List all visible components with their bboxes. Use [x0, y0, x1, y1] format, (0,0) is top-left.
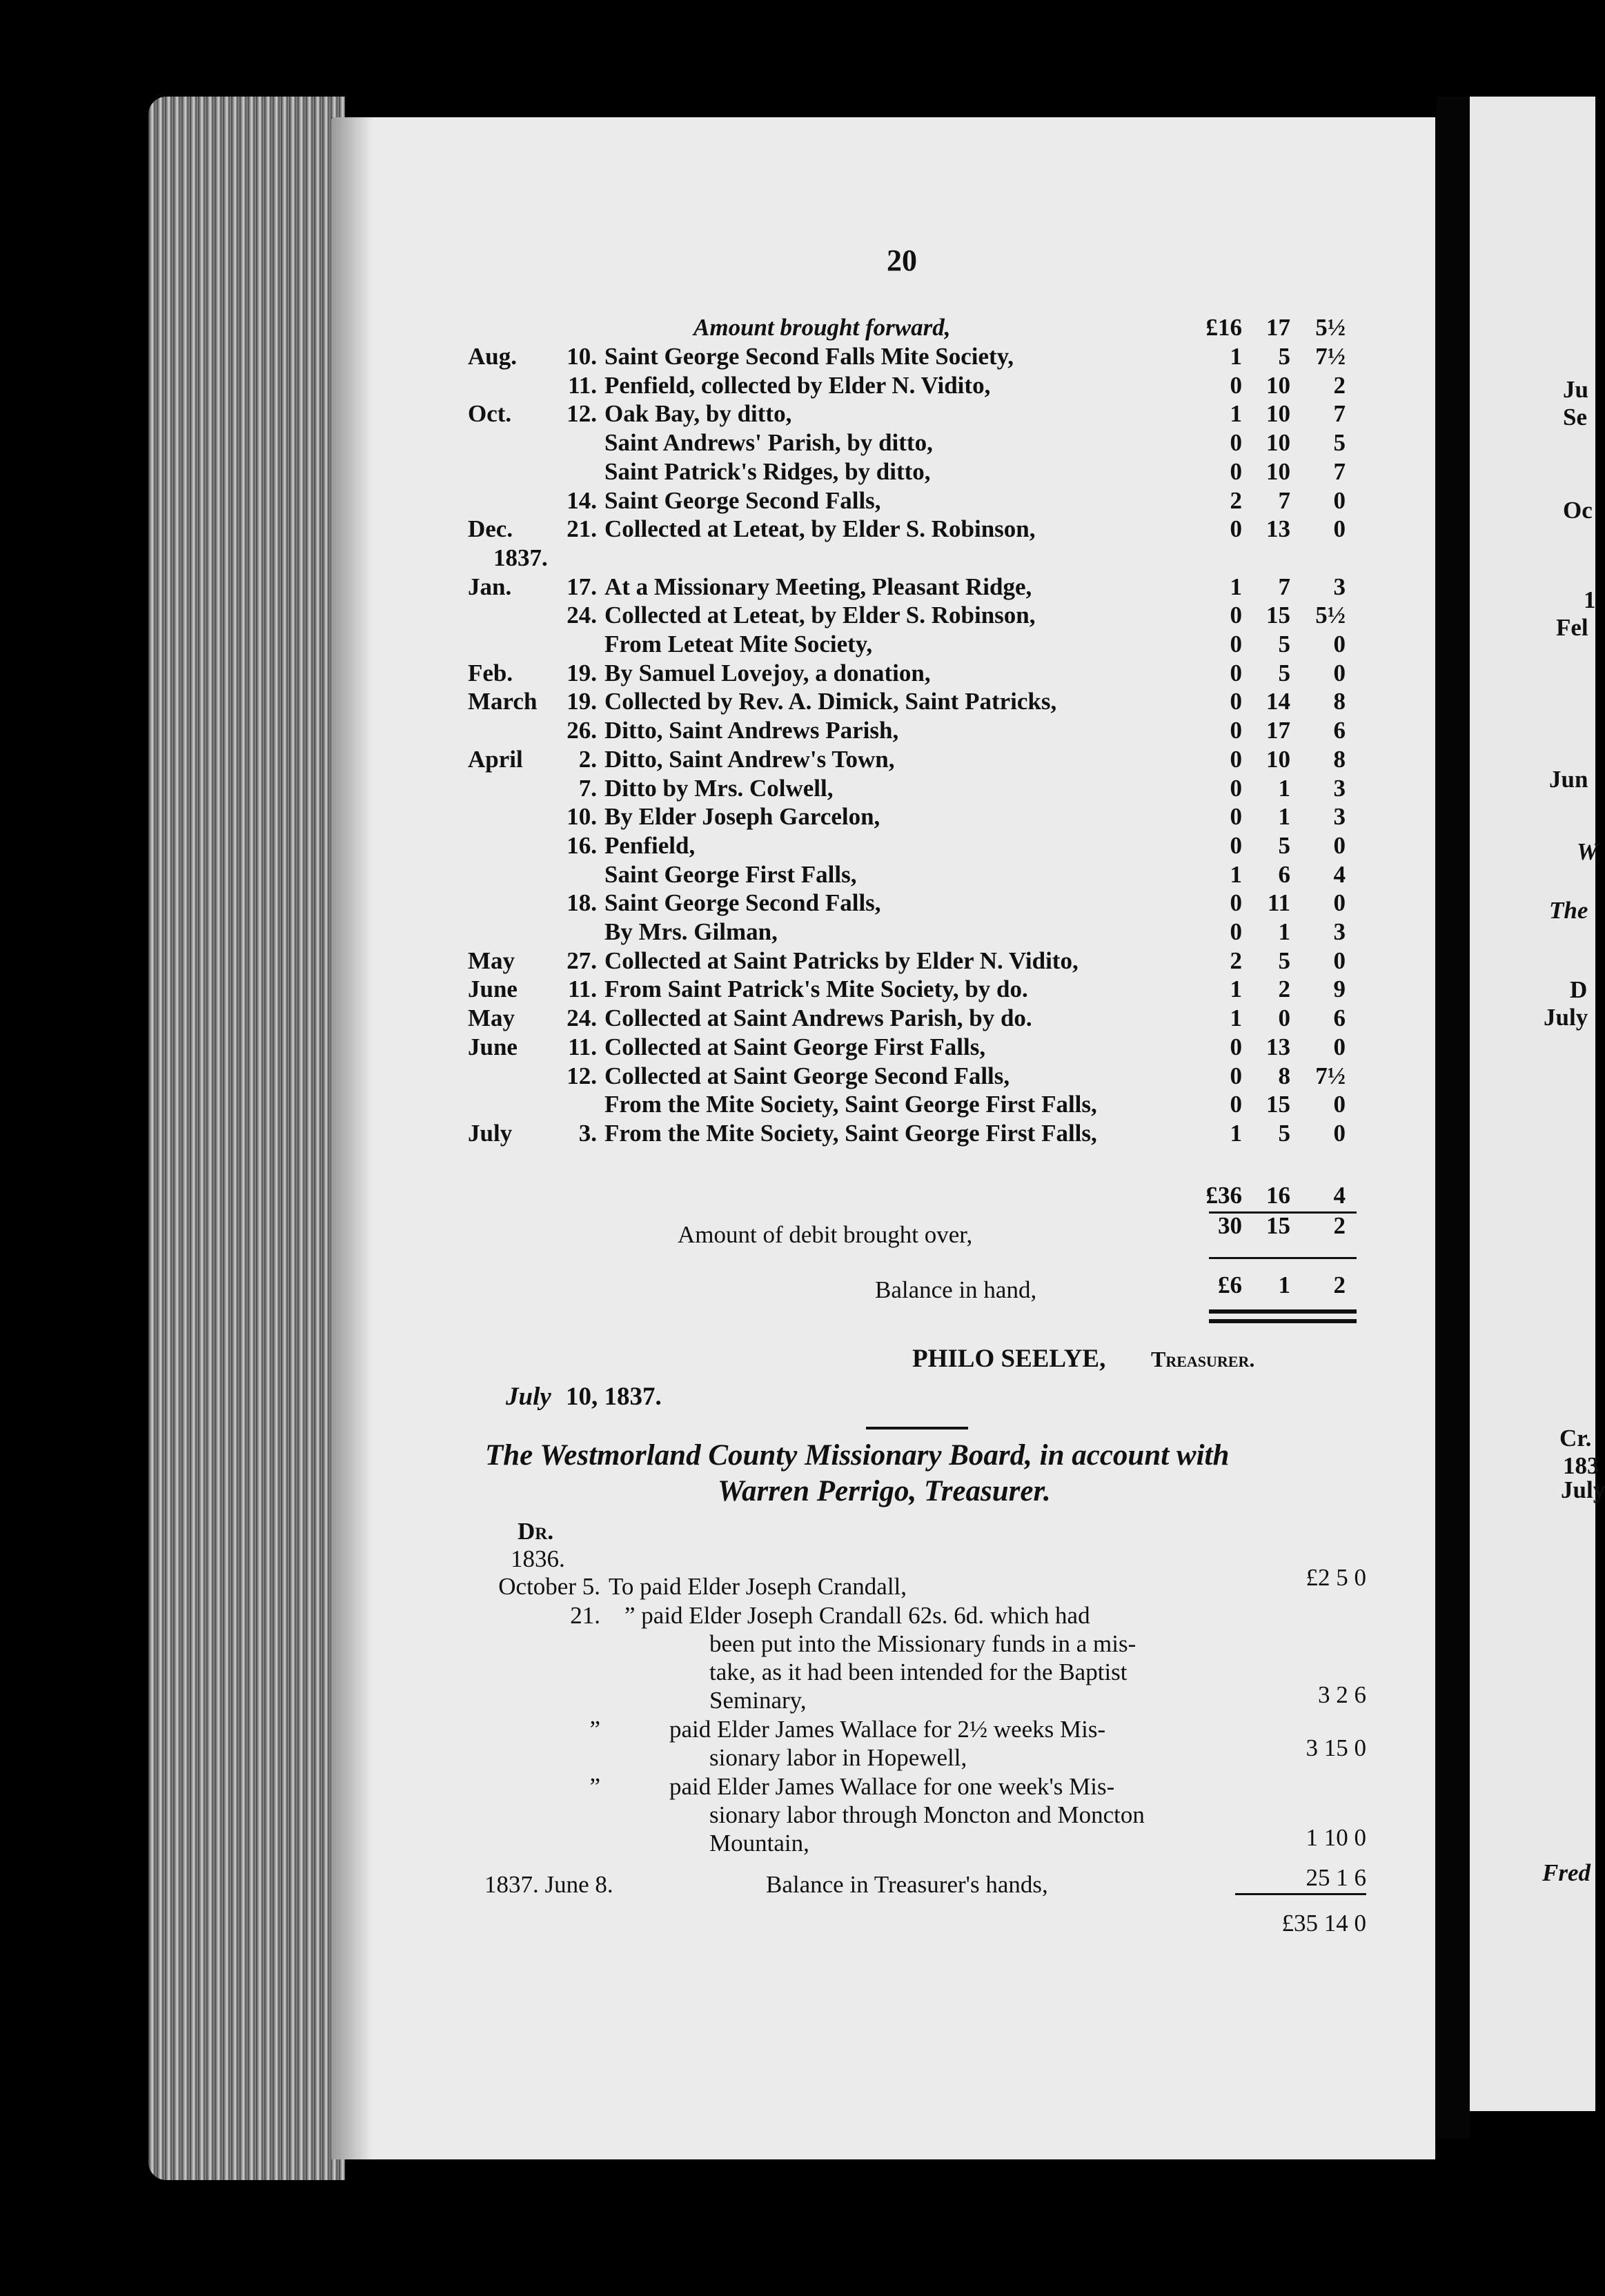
- balance-rule-double-1: [1209, 1309, 1357, 1314]
- row-pence: 3: [1333, 573, 1346, 600]
- row-pence: 7: [1333, 400, 1346, 427]
- brought-forward-shillings: 17: [1266, 314, 1290, 341]
- row-pence: 7½: [1315, 343, 1346, 370]
- row-pounds: 0: [1230, 918, 1242, 945]
- row-description: Collected at Saint George Second Falls,: [604, 1062, 1010, 1089]
- page-shadow: [331, 117, 373, 2159]
- row-description: Collected at Saint Andrews Parish, by do.: [604, 1004, 1032, 1031]
- dr-year: 1836.: [511, 1545, 565, 1572]
- row-shillings: 5: [1278, 947, 1290, 974]
- row-month: April: [468, 746, 523, 773]
- row-pence: 7: [1333, 458, 1346, 485]
- page-number: 20: [887, 244, 917, 277]
- dr-balance-date: 1837. June 8.: [484, 1871, 613, 1898]
- right-page-fragment: Oc: [1563, 497, 1593, 524]
- row-day: 14.: [567, 487, 597, 514]
- row-pence: 0: [1333, 1033, 1346, 1060]
- row-shillings: 10: [1266, 746, 1290, 773]
- row-shillings: 15: [1266, 1091, 1290, 1118]
- right-page-fragment: 1: [1584, 586, 1596, 613]
- row-month: July: [468, 1120, 513, 1147]
- row-description: From Saint Patrick's Mite Society, by do.: [604, 976, 1028, 1002]
- right-page-fragment: The: [1549, 897, 1588, 924]
- row-pence: 4: [1333, 861, 1346, 888]
- row-description: Collected at Saint George First Falls,: [604, 1033, 986, 1060]
- dr-description-line: sionary labor through Moncton and Moncton: [709, 1801, 1145, 1828]
- right-page-fragment: Jun: [1549, 766, 1588, 793]
- row-shillings: 5: [1278, 343, 1290, 370]
- row-pence: 0: [1333, 947, 1346, 974]
- row-pence: 0: [1333, 832, 1346, 859]
- row-pounds: 1: [1230, 861, 1242, 888]
- right-page-fragment: 183: [1563, 1452, 1599, 1479]
- row-shillings: 14: [1266, 688, 1290, 715]
- row-day: 10.: [567, 343, 597, 370]
- row-shillings: 7: [1278, 487, 1290, 514]
- row-pounds: 1: [1230, 976, 1242, 1002]
- row-description: By Mrs. Gilman,: [604, 918, 778, 945]
- row-month: Jan.: [468, 573, 512, 600]
- row-shillings: 10: [1266, 400, 1290, 427]
- balance-label: Balance in hand,: [875, 1276, 1037, 1303]
- row-pounds: 1: [1230, 343, 1242, 370]
- row-pence: 7½: [1315, 1062, 1346, 1089]
- row-day: 11.: [568, 1033, 597, 1060]
- dr-description-line: Seminary,: [709, 1687, 807, 1714]
- row-pounds: 1: [1230, 1004, 1242, 1031]
- row-description: Saint George Second Falls,: [604, 889, 881, 916]
- row-pence: 3: [1333, 775, 1346, 802]
- row-pounds: 0: [1230, 1062, 1242, 1089]
- row-pence: 2: [1333, 372, 1346, 399]
- dr-date: October 5.: [498, 1573, 600, 1600]
- dr-description-line: ” paid Elder Joseph Crandall 62s. 6d. which had: [624, 1602, 1090, 1629]
- row-shillings: 2: [1278, 976, 1290, 1002]
- row-day: 18.: [567, 889, 597, 916]
- row-pounds: 2: [1230, 487, 1242, 514]
- dr-description-line: sionary labor in Hopewell,: [709, 1744, 967, 1771]
- row-month: Dec.: [468, 515, 513, 542]
- dr-total-rule: [1235, 1893, 1366, 1895]
- total-pence: 4: [1333, 1182, 1346, 1209]
- dr-description-line: paid Elder James Wallace for one week's Mis-: [669, 1773, 1115, 1800]
- row-day: 17.: [567, 573, 597, 600]
- row-description: Saint George Second Falls,: [604, 487, 881, 514]
- row-pounds: 0: [1230, 1091, 1242, 1118]
- row-description: Collected by Rev. A. Dimick, Saint Patricks,: [604, 688, 1057, 715]
- row-day: 24.: [567, 1004, 597, 1031]
- debit-pounds: 30: [1218, 1212, 1242, 1239]
- row-month: Feb.: [468, 660, 513, 686]
- row-month: March: [468, 688, 538, 715]
- row-pounds: 0: [1230, 832, 1242, 859]
- row-description: Collected at Leteat, by Elder S. Robinson,: [604, 602, 1036, 629]
- row-description: From the Mite Society, Saint George First Falls,: [604, 1120, 1097, 1147]
- right-page-fragment: Cr.: [1559, 1425, 1592, 1452]
- row-description: By Samuel Lovejoy, a donation,: [604, 660, 931, 686]
- row-pence: 0: [1333, 889, 1346, 916]
- row-shillings: 8: [1278, 1062, 1290, 1089]
- section-divider: [866, 1427, 968, 1429]
- balance-pence: 2: [1333, 1271, 1346, 1298]
- row-description: From the Mite Society, Saint George First Falls,: [604, 1091, 1097, 1118]
- row-shillings: 5: [1278, 660, 1290, 686]
- book-gutter: [1437, 97, 1470, 2139]
- dr-amount: 3 15 0: [1306, 1734, 1366, 1761]
- row-shillings: 10: [1266, 429, 1290, 456]
- row-description: From Leteat Mite Society,: [604, 631, 873, 657]
- row-shillings: 5: [1278, 832, 1290, 859]
- brought-forward-label: Amount brought forward,: [693, 314, 951, 341]
- row-pounds: 0: [1230, 688, 1242, 715]
- row-pounds: 1: [1230, 1120, 1242, 1147]
- row-pounds: 0: [1230, 372, 1242, 399]
- brought-forward-pounds: £16: [1205, 314, 1242, 341]
- row-description: Saint Andrews' Parish, by ditto,: [604, 429, 933, 456]
- row-month: June: [468, 976, 518, 1002]
- book-edge: [148, 97, 345, 2180]
- row-day: 16.: [567, 832, 597, 859]
- row-pence: 6: [1333, 717, 1346, 744]
- row-day: 11.: [568, 976, 597, 1002]
- dr-amount: 1 10 0: [1306, 1824, 1366, 1851]
- row-description: At a Missionary Meeting, Pleasant Ridge,: [604, 573, 1032, 600]
- row-pounds: 0: [1230, 746, 1242, 773]
- row-pence: 0: [1333, 515, 1346, 542]
- right-page-fragment: Fel: [1556, 614, 1588, 641]
- row-pounds: 0: [1230, 429, 1242, 456]
- row-shillings: 1: [1278, 803, 1290, 830]
- dr-date: ”: [589, 1773, 600, 1800]
- row-pence: 0: [1333, 1120, 1346, 1147]
- row-day: 10.: [567, 803, 597, 830]
- brought-forward-pence: 5½: [1315, 314, 1346, 341]
- row-description: Ditto by Mrs. Colwell,: [604, 775, 834, 802]
- dr-date: ”: [589, 1716, 600, 1743]
- row-pounds: 0: [1230, 660, 1242, 686]
- total-pounds: £36: [1205, 1182, 1242, 1209]
- dr-balance-amount: 25 1 6: [1306, 1864, 1366, 1891]
- row-shillings: 6: [1278, 861, 1290, 888]
- row-shillings: 0: [1278, 1004, 1290, 1031]
- row-month: May: [468, 947, 515, 974]
- row-shillings: 10: [1266, 458, 1290, 485]
- dr-description-line: been put into the Missionary funds in a mis-: [709, 1630, 1136, 1657]
- row-description: Ditto, Saint Andrew's Town,: [604, 746, 895, 773]
- row-pence: 0: [1333, 660, 1346, 686]
- row-pounds: 1: [1230, 400, 1242, 427]
- row-shillings: 13: [1266, 515, 1290, 542]
- dr-label: Dr.: [518, 1518, 554, 1545]
- date-line-month: July: [506, 1383, 551, 1411]
- row-pounds: 0: [1230, 803, 1242, 830]
- row-day: 7.: [578, 775, 597, 802]
- section-heading-line2: Warren Perrigo, Treasurer.: [718, 1475, 1051, 1507]
- row-pence: 3: [1333, 803, 1346, 830]
- row-pounds: 2: [1230, 947, 1242, 974]
- balance-pounds: £6: [1218, 1271, 1242, 1298]
- debit-label: Amount of debit brought over,: [678, 1221, 973, 1248]
- row-shillings: 7: [1278, 573, 1290, 600]
- row-pence: 5: [1333, 429, 1346, 456]
- row-pence: 5½: [1315, 602, 1346, 629]
- right-page-fragment: Ju: [1563, 376, 1588, 403]
- row-month: 1837.: [493, 544, 548, 571]
- row-description: Saint George First Falls,: [604, 861, 857, 888]
- row-day: 26.: [567, 717, 597, 744]
- dr-amount: 3 2 6: [1318, 1681, 1366, 1708]
- total-shillings: 16: [1266, 1182, 1290, 1209]
- treasurer-title: Treasurer.: [1151, 1347, 1255, 1372]
- row-month: Oct.: [468, 400, 512, 427]
- row-month: May: [468, 1004, 515, 1031]
- row-shillings: 5: [1278, 1120, 1290, 1147]
- row-day: 24.: [567, 602, 597, 629]
- dr-balance-label: Balance in Treasurer's hands,: [766, 1871, 1048, 1898]
- row-description: By Elder Joseph Garcelon,: [604, 803, 880, 830]
- dr-description-line: Mountain,: [709, 1830, 809, 1857]
- row-pence: 3: [1333, 918, 1346, 945]
- row-description: Collected at Saint Patricks by Elder N. Vidito,: [604, 947, 1079, 974]
- row-shillings: 15: [1266, 602, 1290, 629]
- row-day: 2.: [578, 746, 597, 773]
- row-pence: 0: [1333, 631, 1346, 657]
- row-day: 19.: [567, 660, 597, 686]
- row-shillings: 17: [1266, 717, 1290, 744]
- debit-pence: 2: [1333, 1212, 1346, 1239]
- row-pounds: 0: [1230, 631, 1242, 657]
- row-pounds: 0: [1230, 889, 1242, 916]
- dr-description-line: To paid Elder Joseph Crandall,: [609, 1573, 907, 1600]
- row-description: Saint Patrick's Ridges, by ditto,: [604, 458, 931, 485]
- row-day: 3.: [578, 1120, 597, 1147]
- row-day: 21.: [567, 515, 597, 542]
- row-pounds: 0: [1230, 458, 1242, 485]
- treasurer-name: PHILO SEELYE,: [912, 1345, 1106, 1373]
- row-pence: 9: [1333, 976, 1346, 1002]
- right-page-fragment: July: [1544, 1004, 1588, 1031]
- right-page-fragment: W: [1577, 838, 1599, 865]
- row-pence: 0: [1333, 1091, 1346, 1118]
- row-pence: 8: [1333, 746, 1346, 773]
- right-page-fragment: D: [1570, 976, 1588, 1003]
- date-line-rest: 10, 1837.: [566, 1383, 662, 1411]
- row-day: 12.: [567, 1062, 597, 1089]
- row-description: Collected at Leteat, by Elder S. Robinson,: [604, 515, 1036, 542]
- row-shillings: 5: [1278, 631, 1290, 657]
- dr-date: 21.: [570, 1602, 600, 1629]
- row-pounds: 0: [1230, 602, 1242, 629]
- row-shillings: 1: [1278, 918, 1290, 945]
- row-description: Penfield,: [604, 832, 696, 859]
- dr-description-line: take, as it had been intended for the Baptist: [709, 1659, 1128, 1685]
- row-month: Aug.: [468, 343, 517, 370]
- right-page-fragment: July: [1561, 1476, 1605, 1503]
- row-shillings: 11: [1267, 889, 1290, 916]
- row-day: 12.: [567, 400, 597, 427]
- balance-rule-double-2: [1209, 1319, 1357, 1323]
- row-shillings: 1: [1278, 775, 1290, 802]
- row-shillings: 13: [1266, 1033, 1290, 1060]
- row-shillings: 10: [1266, 372, 1290, 399]
- section-heading-line1: The Westmorland County Missionary Board, in account with: [485, 1439, 1230, 1472]
- row-pounds: 0: [1230, 717, 1242, 744]
- row-pence: 8: [1333, 688, 1346, 715]
- row-pounds: 0: [1230, 515, 1242, 542]
- row-pounds: 1: [1230, 573, 1242, 600]
- dr-description-line: paid Elder James Wallace for 2½ weeks Mis-: [669, 1716, 1106, 1743]
- row-pence: 0: [1333, 487, 1346, 514]
- row-pounds: 0: [1230, 775, 1242, 802]
- row-description: Oak Bay, by ditto,: [604, 400, 792, 427]
- row-pounds: 0: [1230, 1033, 1242, 1060]
- row-month: June: [468, 1033, 518, 1060]
- row-day: 27.: [567, 947, 597, 974]
- row-day: 19.: [567, 688, 597, 715]
- row-description: Ditto, Saint Andrews Parish,: [604, 717, 899, 744]
- row-pence: 6: [1333, 1004, 1346, 1031]
- dr-total: £35 14 0: [1281, 1910, 1366, 1937]
- row-day: 11.: [568, 372, 597, 399]
- debit-shillings: 15: [1266, 1212, 1290, 1239]
- right-page-fragment: Fred: [1542, 1859, 1591, 1886]
- balance-shillings: 1: [1278, 1271, 1290, 1298]
- balance-rule-top: [1209, 1257, 1357, 1259]
- dr-amount: £2 5 0: [1306, 1564, 1366, 1591]
- right-page-fragment: Se: [1563, 404, 1587, 430]
- row-description: Saint George Second Falls Mite Society,: [604, 343, 1014, 370]
- row-description: Penfield, collected by Elder N. Vidito,: [604, 372, 991, 399]
